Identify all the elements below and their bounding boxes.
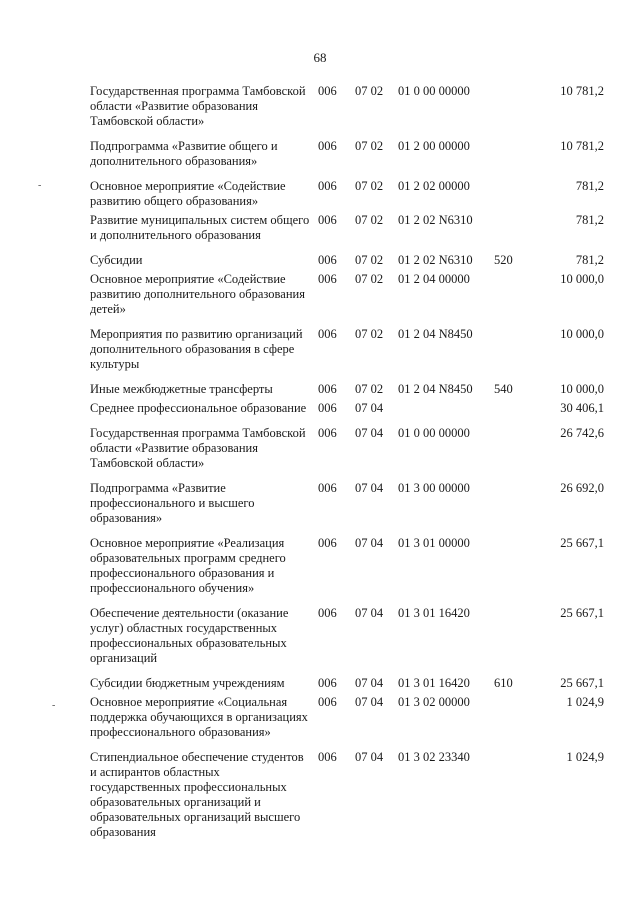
row-name: Развитие муниципальных систем общего и дополнительного образования xyxy=(90,213,310,242)
row-target-article-code: 01 0 00 00000 xyxy=(398,426,470,440)
row-target-article-code: 01 2 04 N8450 xyxy=(398,327,473,341)
row-section-code: 07 02 xyxy=(354,382,384,396)
row-section-code: 07 04 xyxy=(354,401,384,415)
row-amount: 10 000,0 xyxy=(560,327,604,341)
row-expense-type-code xyxy=(494,426,518,481)
row-department-code: 006 xyxy=(318,426,337,440)
row-expense-type-code xyxy=(494,606,518,676)
row-amount: 26 742,6 xyxy=(560,426,604,440)
row-expense-type-code xyxy=(494,213,518,253)
row-expense-type-code xyxy=(494,179,518,213)
row-name: Подпрограмма «Развитие профессионального и высшего образования» xyxy=(90,481,255,525)
row-section-code: 07 02 xyxy=(354,139,384,153)
row-name: Государственная программа Тамбовской области «Развитие образования Тамбовской области» xyxy=(90,426,306,470)
row-department-code: 006 xyxy=(318,139,337,153)
row-section-code: 07 04 xyxy=(354,750,384,764)
row-name: Основное мероприятие «Содействие развитию общего образования» xyxy=(90,179,286,208)
row-expense-type-code: 540 xyxy=(494,382,513,396)
row-target-article-code: 01 2 04 00000 xyxy=(398,272,470,286)
row-target-article-code: 01 2 02 00000 xyxy=(398,179,470,193)
row-name: Основное мероприятие «Содействие развитию дополнительного образования детей» xyxy=(90,272,305,316)
row-target-article-code: 01 3 00 00000 xyxy=(398,481,470,495)
row-section-code: 07 02 xyxy=(354,253,384,267)
table-row xyxy=(90,253,604,272)
row-amount: 25 667,1 xyxy=(560,676,604,690)
row-department-code: 006 xyxy=(318,536,337,550)
table-row xyxy=(90,401,604,426)
row-expense-type-code: 520 xyxy=(494,253,513,267)
scan-speck: - xyxy=(38,180,42,191)
row-amount: 26 692,0 xyxy=(560,481,604,495)
row-department-code: 006 xyxy=(318,676,337,690)
row-amount: 1 024,9 xyxy=(566,750,604,764)
row-department-code: 006 xyxy=(318,750,337,764)
row-target-article-code: 01 2 04 N8450 xyxy=(398,382,473,396)
row-name: Мероприятия по развитию организаций дополнительного образования в сфере культуры xyxy=(90,327,303,371)
row-name: Стипендиальное обеспечение студентов и аспирантов областных государственных профессиональных образовательных организаций и образовательных организаций высшего образования xyxy=(90,750,304,839)
row-department-code: 006 xyxy=(318,382,337,396)
table-row xyxy=(90,382,604,401)
row-department-code: 006 xyxy=(318,401,337,415)
row-amount: 10 000,0 xyxy=(560,272,604,286)
row-amount: 25 667,1 xyxy=(560,606,604,620)
row-section-code: 07 04 xyxy=(354,426,384,440)
row-name: Основное мероприятие «Социальная поддержка обучающихся в организациях профессионального образования» xyxy=(90,695,308,739)
row-amount: 10 781,2 xyxy=(560,84,604,98)
row-target-article-code: 01 2 02 N6310 xyxy=(398,253,473,267)
budget-table xyxy=(90,84,604,844)
page-number: 68 xyxy=(313,50,327,65)
row-amount: 781,2 xyxy=(575,253,604,267)
row-section-code: 07 02 xyxy=(354,179,384,193)
row-amount: 10 000,0 xyxy=(560,382,604,396)
table-row xyxy=(90,179,604,213)
row-department-code: 006 xyxy=(318,179,337,193)
row-target-article-code: 01 3 01 00000 xyxy=(398,536,470,550)
scan-speck: - xyxy=(52,700,56,711)
row-section-code: 07 02 xyxy=(354,272,384,286)
row-name: Государственная программа Тамбовской области «Развитие образования Тамбовской области» xyxy=(90,84,306,128)
table-row xyxy=(90,213,604,253)
row-name: Основное мероприятие «Реализация образовательных программ среднего профессионального образования и профессионального обучения» xyxy=(90,536,286,595)
row-section-code: 07 04 xyxy=(354,536,384,550)
row-expense-type-code: 610 xyxy=(494,676,513,690)
row-expense-type-code xyxy=(494,139,518,179)
row-section-code: 07 04 xyxy=(354,695,384,709)
row-amount: 10 781,2 xyxy=(560,139,604,153)
row-amount: 1 024,9 xyxy=(566,695,604,709)
row-section-code: 07 02 xyxy=(354,84,384,98)
table-row xyxy=(90,606,604,676)
row-name: Подпрограмма «Развитие общего и дополнительного образования» xyxy=(90,139,278,168)
row-expense-type-code xyxy=(494,327,518,382)
row-department-code: 006 xyxy=(318,606,337,620)
row-department-code: 006 xyxy=(318,327,337,341)
row-name: Субсидии xyxy=(90,253,143,267)
row-expense-type-code xyxy=(494,481,518,536)
table-row xyxy=(90,536,604,606)
row-target-article-code: 01 2 02 N6310 xyxy=(398,213,473,227)
row-amount: 25 667,1 xyxy=(560,536,604,550)
row-amount: 781,2 xyxy=(575,179,604,193)
row-target-article-code: 01 3 02 23340 xyxy=(398,750,470,764)
row-target-article-code: 01 2 00 00000 xyxy=(398,139,470,153)
row-section-code: 07 04 xyxy=(354,606,384,620)
table-row xyxy=(90,676,604,695)
row-section-code: 07 02 xyxy=(354,327,384,341)
row-target-article-code: 01 0 00 00000 xyxy=(398,84,470,98)
row-department-code: 006 xyxy=(318,84,337,98)
row-department-code: 006 xyxy=(318,481,337,495)
table-row xyxy=(90,327,604,382)
row-expense-type-code xyxy=(494,84,518,139)
table-row xyxy=(90,695,604,750)
table-row xyxy=(90,426,604,481)
row-department-code: 006 xyxy=(318,213,337,227)
row-expense-type-code xyxy=(494,750,518,844)
row-target-article-code: 01 3 01 16420 xyxy=(398,676,470,690)
row-name: Среднее профессиональное образование xyxy=(90,401,307,415)
row-name: Субсидии бюджетным учреждениям xyxy=(90,676,285,690)
row-expense-type-code xyxy=(494,272,518,327)
row-department-code: 006 xyxy=(318,253,337,267)
row-amount: 30 406,1 xyxy=(560,401,604,415)
row-section-code: 07 04 xyxy=(354,676,384,690)
row-department-code: 006 xyxy=(318,695,337,709)
table-row xyxy=(90,272,604,327)
row-expense-type-code xyxy=(494,536,518,606)
table-row xyxy=(90,750,604,844)
table-row xyxy=(90,139,604,179)
row-target-article-code: 01 3 02 00000 xyxy=(398,695,470,709)
row-amount: 781,2 xyxy=(575,213,604,227)
row-expense-type-code xyxy=(494,695,518,750)
table-row xyxy=(90,84,604,139)
row-section-code: 07 04 xyxy=(354,481,384,495)
row-expense-type-code xyxy=(494,401,518,426)
row-section-code: 07 02 xyxy=(354,213,384,227)
row-name: Обеспечение деятельности (оказание услуг) областных государственных профессиональных образовательных организаций xyxy=(90,606,289,665)
row-target-article-code xyxy=(390,401,494,426)
table-row xyxy=(90,481,604,536)
row-name: Иные межбюджетные трансферты xyxy=(90,382,273,396)
row-department-code: 006 xyxy=(318,272,337,286)
row-target-article-code: 01 3 01 16420 xyxy=(398,606,470,620)
